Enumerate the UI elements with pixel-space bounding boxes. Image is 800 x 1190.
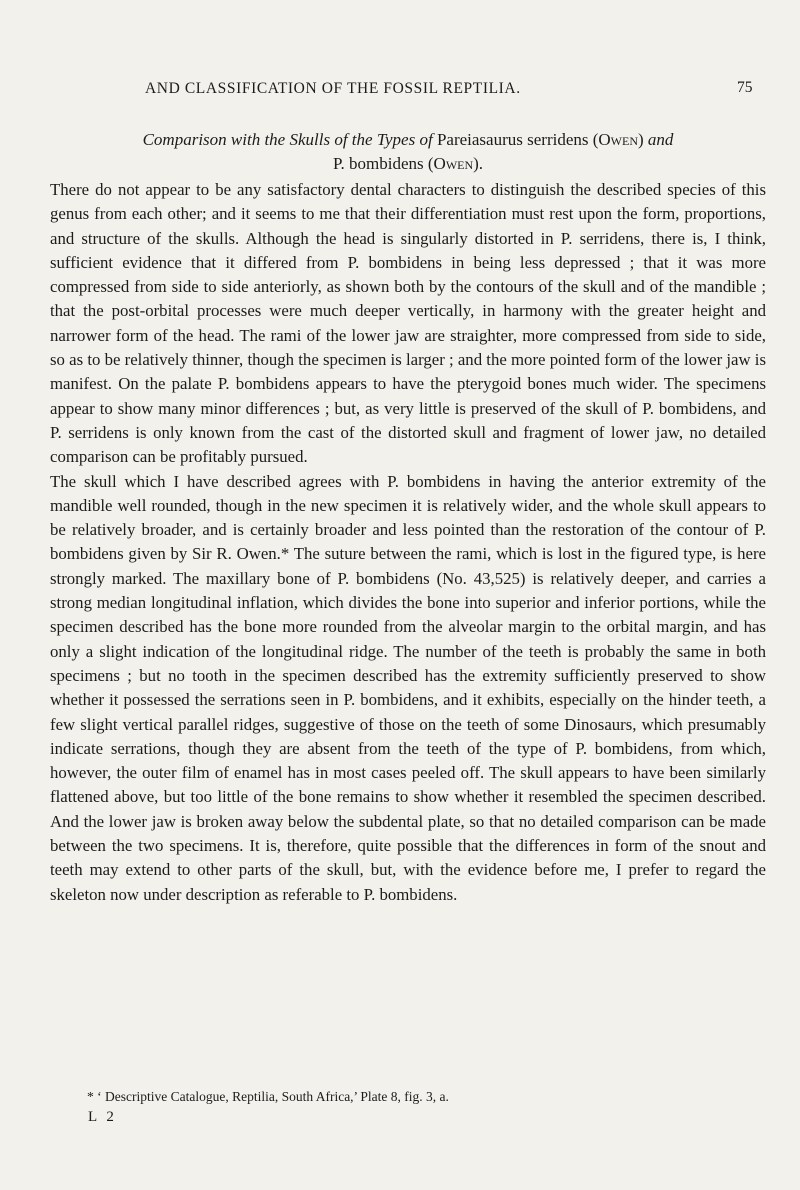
title-genus1: Pareiasaurus serridens — [436, 130, 589, 149]
title-part1: Comparison with the Skulls of the Types of — [142, 130, 433, 149]
section-title — [50, 128, 766, 176]
title-author2: (Owen). — [427, 154, 484, 173]
title-author1: (Owen) — [592, 130, 644, 149]
body-text — [50, 178, 766, 907]
signature-mark: L 2 — [88, 1109, 117, 1125]
title-genus2: P. bombidens — [332, 154, 424, 173]
paragraph-1: There do not appear to be any satisfactory dental characters to distinguish the described species of this genus from each other; and it seems to me that their differentiation must rest upon the form, proportions, and structure of the skulls. Although the head is singularly distorted in P. serridens, there is, I think, sufficient evidence that it differed from P. bombidens in being less depressed ; that it was more compressed from side to side anteriorly, as shown both by the contours of the skull and of the mandible ; that the post-orbital processes were much deeper vertically, in harmony with the greater height and narrower form of the head. The rami of the lower jaw are straighter, more compressed from side to side, so as to be relatively thinner, though the specimen is larger ; and the more pointed form of the lower jaw is manifest. On the palate P. bombidens appears to have the pterygoid bones much wider. The specimens appear to show many minor differences ; but, as very little is preserved of the skull of P. bombidens, and P. serridens is only known from the cast of the distorted skull and fragment of lower jaw, no detailed comparison can be profitably pursued. — [50, 180, 766, 467]
page-number: 75 — [737, 79, 753, 96]
footnote: * ‘ Descriptive Catalogue, Reptilia, South Africa,’ Plate 8, fig. 3, a. — [87, 1089, 449, 1104]
paragraph-2: The skull which I have described agrees with P. bombidens in having the anterior extremity of the mandible well rounded, though in the new specimen it is relatively wider, and the whole skull appears to be relatively broader, and is certainly broader and less pointed than the restoration of the contour of P. bombidens given by Sir R. Owen.* The suture between the rami, which is lost in the figured type, is here strongly marked. The maxillary bone of P. bombidens (No. 43,525) is relatively deeper, and carries a strong median longitudinal inflation, which divides the bone into superior and inferior portions, while the specimen described has the bone more rounded from the alveolar margin to the orbital margin, and has only a slight indication of the longitudinal ridge. The number of the teeth is probably the same in both specimens ; but no tooth in the specimen described has the extremity sufficiently preserved to show whether it possessed the serrations seen in P. bombidens, and it exhibits, especially on the hinder teeth, a few slight vertical parallel ridges, suggestive of those on the teeth of some Dinosaurs, which presumably indicate serrations, though they are absent from the teeth of the type of P. bombidens, from which, however, the outer film of enamel has in most cases peeled off. The skull appears to have been similarly flattened above, but too little of the bone remains to show whether it resembled the specimen described. And the lower jaw is broken away below the subdental plate, so that no detailed comparison can be made between the two specimens. It is, therefore, quite possible that the differences in form of the snout and teeth may extend to other parts of the skull, but, with the evidence before me, I prefer to regard the skeleton now under description as referable to P. bombidens. — [50, 471, 766, 904]
title-and: and — [647, 130, 674, 149]
running-head: AND CLASSIFICATION OF THE FOSSIL REPTILIA. — [145, 80, 521, 97]
